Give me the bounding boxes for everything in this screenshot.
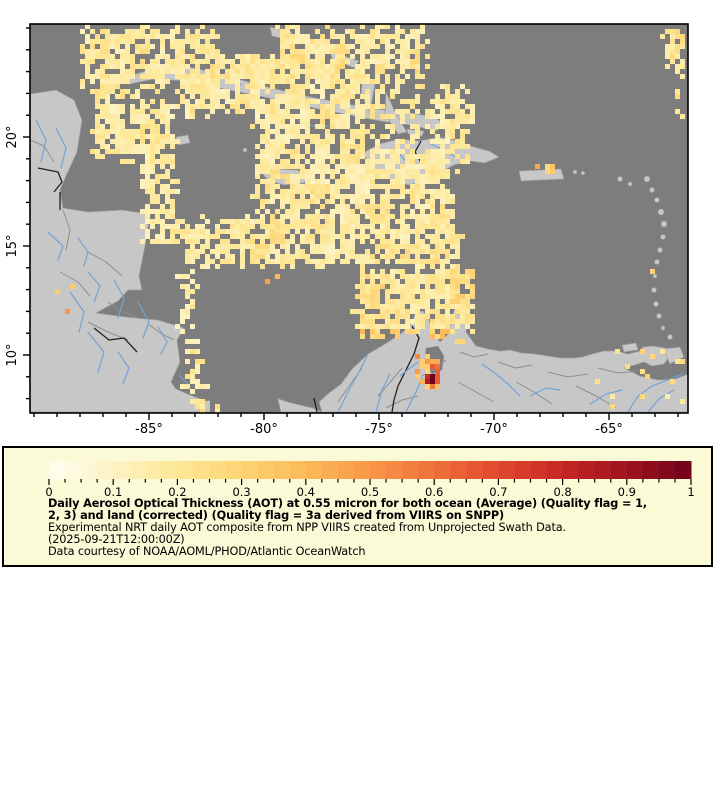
small-island bbox=[628, 182, 632, 186]
legend-title-line-1: Daily Aerosol Optical Thickness (AOT) at 0.55 micron for both ocean (Average) (Quality flag = 1, bbox=[48, 497, 647, 510]
map-inner bbox=[30, 24, 688, 414]
x-axis-labels bbox=[135, 422, 623, 437]
x-axis-label: -75° bbox=[365, 422, 393, 437]
small-island bbox=[658, 209, 664, 215]
colorbar-tick-label: 0 bbox=[45, 485, 53, 498]
small-island bbox=[581, 171, 585, 175]
x-axis-label: -85° bbox=[135, 422, 163, 437]
colorbar-tick-label: 0.6 bbox=[425, 485, 444, 498]
small-island bbox=[650, 188, 655, 193]
y-axis-label: 15° bbox=[5, 234, 20, 258]
small-island bbox=[573, 170, 577, 174]
small-island bbox=[668, 335, 673, 340]
legend-panel bbox=[2, 446, 713, 567]
colorbar bbox=[4, 448, 711, 498]
colorbar-tick-label: 0.9 bbox=[617, 485, 636, 498]
small-island bbox=[658, 248, 663, 253]
x-axis-label: -65° bbox=[595, 422, 623, 437]
colorbar-tick-label: 0.8 bbox=[553, 485, 572, 498]
colorbar-tick-label: 0.5 bbox=[360, 485, 380, 498]
y-axis-labels bbox=[5, 125, 20, 366]
colorbar-cells bbox=[49, 461, 692, 479]
small-island bbox=[655, 198, 660, 203]
colorbar-tick-label: 0.2 bbox=[168, 485, 187, 498]
small-island bbox=[653, 274, 657, 278]
small-island bbox=[661, 221, 667, 227]
small-island bbox=[657, 314, 662, 319]
legend-info-line-1: Experimental NRT daily AOT composite from NPP VIIRS created from Unprojected Swath Data. bbox=[48, 520, 566, 534]
legend-caption bbox=[48, 498, 703, 558]
legend-credit: Data courtesy of NOAA/AOML/PHOD/Atlantic OceanWatch bbox=[48, 544, 366, 558]
landmass bbox=[622, 343, 638, 352]
x-axis-label: -80° bbox=[250, 422, 278, 437]
y-axis-label: 10° bbox=[5, 343, 20, 367]
x-axis-label: -70° bbox=[480, 422, 508, 437]
small-island bbox=[644, 176, 650, 182]
small-island bbox=[655, 260, 660, 265]
colorbar-tick-label: 0.3 bbox=[232, 485, 251, 498]
colorbar-tick-label: 0.4 bbox=[296, 485, 315, 498]
small-island bbox=[661, 235, 666, 240]
small-island bbox=[243, 148, 247, 152]
y-axis-label: 20° bbox=[5, 125, 20, 149]
legend-timestamp: (2025-09-21T12:00:00Z) bbox=[48, 532, 185, 546]
colorbar-tick-label: 0.1 bbox=[104, 485, 123, 498]
small-island bbox=[661, 326, 665, 330]
small-island bbox=[654, 302, 659, 307]
legend-title-line-2: 2, 3) and land (corrected) (Quality flag = 3a derived from VIIRS on SNPP) bbox=[48, 508, 504, 522]
small-island bbox=[618, 177, 623, 182]
small-island bbox=[652, 288, 657, 293]
colorbar-tick-label: 1 bbox=[687, 485, 695, 498]
landmass bbox=[519, 169, 564, 181]
colorbar-tick-label: 0.7 bbox=[489, 485, 508, 498]
